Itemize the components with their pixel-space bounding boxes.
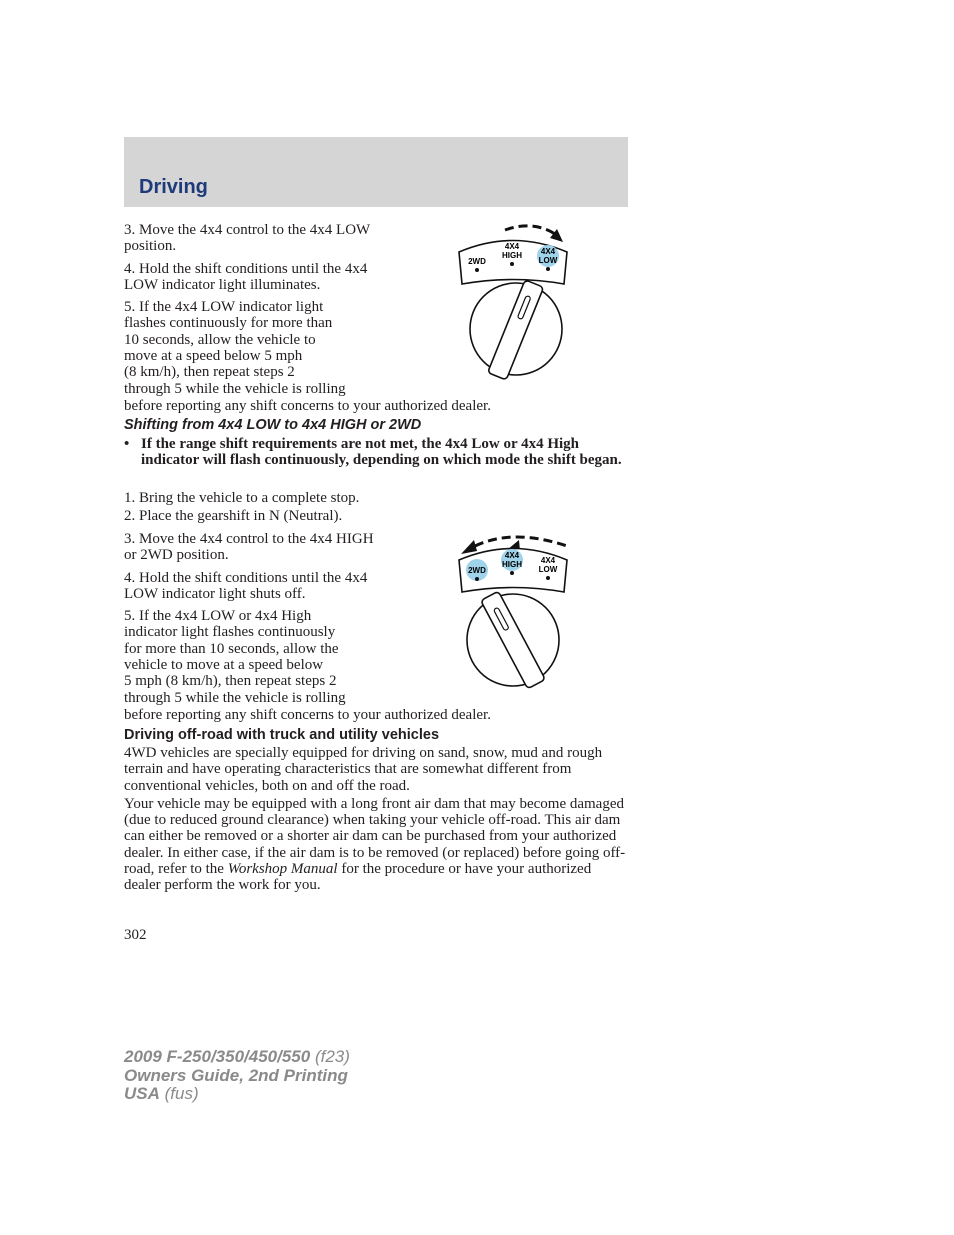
footer-region: USA [124,1084,160,1103]
block2-step5-line: indicator light flashes continuously [124,624,336,641]
bullet-icon: • [124,436,130,452]
workshop-manual-ref: Workshop Manual [227,861,338,878]
label-4x4-low-bottom: LOW [538,565,558,574]
shift-direction-arrow [505,226,555,234]
footer-line-3 [124,1085,350,1104]
label-4x4-low-top: 4X4 [540,556,556,565]
shift-direction-arrow [475,537,567,546]
footer-model: 2009 F-250/350/450/550 [124,1047,311,1066]
2wd-dot [475,577,479,581]
4x4-control-dial-high [455,532,575,692]
4x4-control-dial-low [455,222,575,384]
block1-step5-line: (8 km/h), then repeat steps 2 [124,364,295,381]
warning-bullet-text: If the range shift requirements are not met, the 4x4 Low or 4x4 High indicator will flash continuously, depending on which mode the shift began. [141,436,622,469]
off-road-text [124,745,628,900]
block1-step3: 3. Move the 4x4 control to the 4x4 LOW position. [124,222,370,255]
footer-model-code: (f23) [310,1047,350,1066]
block2-steps [124,531,374,706]
block1-step5-line: 5. If the 4x4 LOW indicator light [124,299,324,316]
footer-line-2: Owners Guide, 2nd Printing [124,1065,348,1085]
block2-step1: 1. Bring the vehicle to a complete stop. [124,490,360,506]
label-4x4-high-top: 4X4 [504,242,520,251]
block2-step5-line: vehicle to move at a speed below [124,657,324,674]
low-dot [546,576,550,580]
footer-region-code: (fus) [159,1084,199,1103]
label-2wd: 2WD [468,566,486,575]
high-dot [510,262,514,266]
arrow-head-icon [461,540,477,554]
block1-step5-tail: before reporting any shift concerns to your authorized dealer. [124,398,491,414]
label-4x4-low-bottom: LOW [538,256,558,265]
block1-step5 [124,299,374,397]
label-2wd: 2WD [468,257,486,266]
off-road-para-2 [124,796,628,894]
2wd-dot [475,268,479,272]
block2-step5-line: through 5 while the vehicle is rolling [124,689,346,706]
block1-step5-line: 10 seconds, allow the vehicle to [124,331,316,348]
para2-after: for the procedure or have your authorized dealer perform the work for you. [124,861,592,894]
block1-step5-line: flashes continuously for more than [124,315,333,332]
document-footer [124,1048,350,1104]
block1-step4: 4. Hold the shift conditions until the 4x4 LOW indicator light illuminates. [124,260,368,293]
block2-steps-top [124,490,454,525]
block2-step2: 2. Place the gearshift in N (Neutral). [124,508,343,525]
block1-step5-line: move at a speed below 5 mph [124,348,303,365]
block1-steps [124,222,374,397]
subhead-shifting: Shifting from 4x4 LOW to 4x4 HIGH or 2WD [124,417,422,433]
para2-before: Your vehicle may be equipped with a long front air dam that may become damaged (due to reduced ground clearance) when taking your vehicle off-road. This air dam can either be removed or a shorter air dam can be purchased from your authorized dealer. In either case, if the air dam is to be removed (or replaced) before going off-road, refer to the [124,795,626,878]
low-dot [546,267,550,271]
off-road-para-1: 4WD vehicles are specially equipped for driving on sand, snow, mud and rough terrain and have operating characteristics that are somewhat different from conventional vehicles, both on and off the road. [124,745,603,794]
warning-bullet [124,436,624,469]
block2-step5-tail: before reporting any shift concerns to your authorized dealer. [124,707,491,723]
block1-step5-line: through 5 while the vehicle is rolling [124,380,346,397]
block2-step3: 3. Move the 4x4 control to the 4x4 HIGH or 2WD position. [124,531,374,564]
subhead-off-road: Driving off-road with truck and utility vehicles [124,727,440,743]
label-4x4-low-top: 4X4 [540,247,556,256]
block2-step5 [124,608,374,706]
block2-step5-line: 5 mph (8 km/h), then repeat steps 2 [124,673,337,690]
label-4x4-high-bottom: HIGH [502,560,522,569]
section-title: Driving [139,176,208,198]
label-4x4-high-top: 4X4 [504,551,520,560]
block2-step5-line: 5. If the 4x4 LOW or 4x4 High [124,608,312,625]
high-dot [510,571,514,575]
block2-step5-line: for more than 10 seconds, allow the [124,640,339,657]
page-number: 302 [124,927,147,943]
label-4x4-high-bottom: HIGH [502,251,522,260]
footer-line-1 [124,1048,350,1067]
block2-step4: 4. Hold the shift conditions until the 4x4 LOW indicator light shuts off. [124,569,368,602]
